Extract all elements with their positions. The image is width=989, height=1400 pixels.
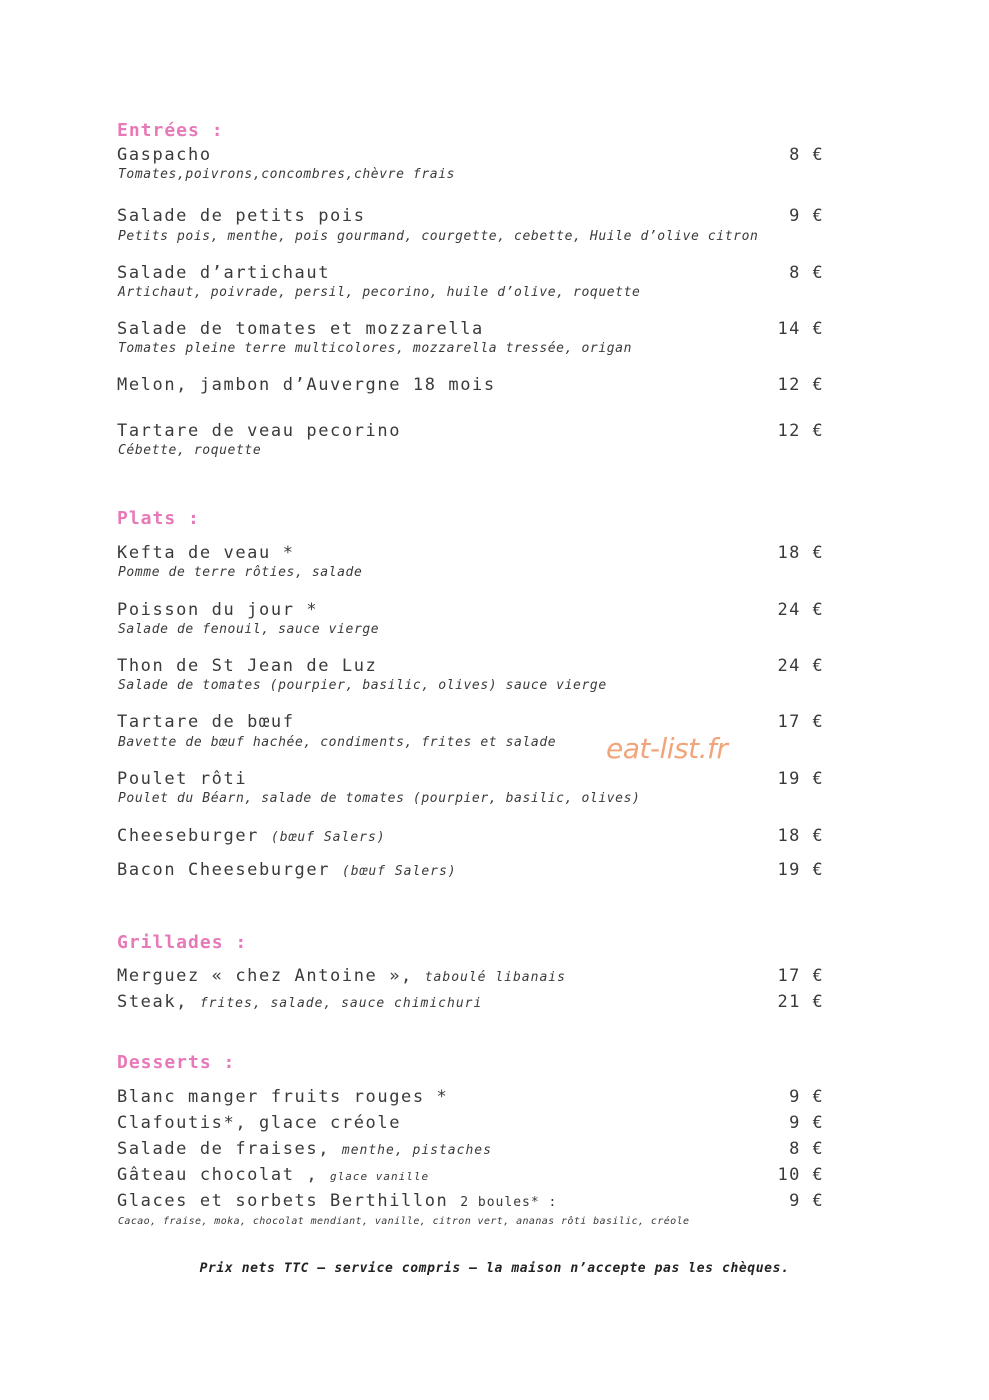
menu-item-price: 8 €: [789, 1139, 824, 1159]
menu-item-desc: Artichaut, poivrade, persil, pecorino, huile d’olive, roquette: [118, 285, 641, 300]
menu-item-price: 8 €: [789, 263, 824, 283]
menu-item-label: Cheeseburger: [117, 826, 260, 846]
menu-item-name: [117, 1191, 557, 1211]
menu-item-inline-desc: (bœuf Salers): [341, 864, 457, 879]
section-title-grillades: Grillades :: [117, 932, 248, 953]
menu-item-name: Poisson du jour *: [117, 600, 319, 620]
menu-item-desc: Bavette de bœuf hachée, condiments, frites et salade: [118, 735, 557, 750]
menu-item-price: 9 €: [789, 1191, 824, 1211]
menu-item-inline-desc: (bœuf Salers): [270, 830, 386, 845]
section-title-desserts: Desserts :: [117, 1052, 236, 1073]
menu-item-label: Bacon Cheeseburger: [117, 860, 331, 880]
menu-item-name: [117, 860, 457, 880]
menu-item-name: Salade d’artichaut: [117, 263, 331, 283]
menu-item-name: [117, 1165, 429, 1185]
menu-item-price: 10 €: [777, 1165, 824, 1185]
menu-item-inline-desc: taboulé libanais: [424, 970, 566, 985]
menu-item-label: Gâteau chocolat ,: [117, 1165, 319, 1185]
menu-item-name: [117, 992, 482, 1012]
menu-item-price: 14 €: [777, 319, 824, 339]
menu-item-inline-desc: menthe, pistaches: [341, 1143, 492, 1158]
menu-item-label: Glaces et sorbets Berthillon: [117, 1191, 449, 1211]
menu-item-name: [117, 1139, 492, 1159]
menu-item-desc: Petits pois, menthe, pois gourmand, courgette, cebette, Huile d’olive citron: [118, 229, 759, 244]
menu-item-name: Melon, jambon d’Auvergne 18 mois: [117, 375, 496, 395]
menu-item-price: 8 €: [789, 145, 824, 165]
menu-item-desc: Cébette, roquette: [118, 443, 262, 458]
menu-item-price: 19 €: [777, 769, 824, 789]
menu-item-name: Tartare de bœuf: [117, 712, 295, 732]
menu-item-label: Steak,: [117, 992, 189, 1012]
menu-item-inline-desc: frites, salade, sauce chimichuri: [199, 996, 483, 1011]
menu-item-price: 12 €: [777, 375, 824, 395]
section-title-entrees: Entrées :: [117, 120, 224, 141]
menu-item-name: Thon de St Jean de Luz: [117, 656, 378, 676]
menu-item-name: Salade de tomates et mozzarella: [117, 319, 484, 339]
menu-item-inline-desc: 2 boules* :: [460, 1195, 558, 1210]
menu-item-name: [117, 966, 566, 986]
menu-item-desc: Salade de fenouil, sauce vierge: [118, 622, 380, 637]
menu-item-name: Clafoutis*, glace créole: [117, 1113, 402, 1133]
menu-item-price: 19 €: [777, 860, 824, 880]
menu-item-inline-desc: glace vanille: [330, 1170, 430, 1183]
menu-item-name: Gaspacho: [117, 145, 212, 165]
menu-item-name: [117, 826, 386, 846]
menu-item-price: 24 €: [777, 656, 824, 676]
menu-item-price: 9 €: [789, 1087, 824, 1107]
menu-item-name: Blanc manger fruits rouges *: [117, 1087, 449, 1107]
menu-item-price: 18 €: [777, 543, 824, 563]
menu-item-label: Salade de fraises,: [117, 1139, 331, 1159]
menu-item-price: 24 €: [777, 600, 824, 620]
menu-item-desc: Tomates,poivrons,concombres,chèvre frais: [118, 167, 456, 182]
menu-item-price: 9 €: [789, 1113, 824, 1133]
watermark-logo: eat-list.fr: [606, 732, 728, 765]
menu-item-price: 9 €: [789, 206, 824, 226]
menu-item-name: Tartare de veau pecorino: [117, 421, 402, 441]
menu-item-price: 17 €: [777, 712, 824, 732]
menu-item-desc: Poulet du Béarn, salade de tomates (pourpier, basilic, olives): [118, 791, 641, 806]
menu-item-name: Poulet rôti: [117, 769, 248, 789]
menu-item-desc: Salade de tomates (pourpier, basilic, olives) sauce vierge: [118, 678, 607, 693]
footer-note: Prix nets TTC – service compris – la maison n’accepte pas les chèques.: [199, 1261, 790, 1276]
menu-item-label: Merguez « chez Antoine »,: [117, 966, 413, 986]
menu-item-desc: Tomates pleine terre multicolores, mozzarella tressée, origan: [118, 341, 633, 356]
menu-item-price: 21 €: [777, 992, 824, 1012]
menu-item-price: 18 €: [777, 826, 824, 846]
menu-item-name: Salade de petits pois: [117, 206, 366, 226]
desserts-flavors-note: Cacao, fraise, moka, chocolat mendiant, vanille, citron vert, ananas rôti basilic, créole: [118, 1216, 690, 1227]
menu-item-price: 12 €: [777, 421, 824, 441]
menu-item-name: Kefta de veau *: [117, 543, 295, 563]
section-title-plats: Plats :: [117, 508, 200, 529]
menu-item-desc: Pomme de terre rôties, salade: [118, 565, 363, 580]
menu-item-price: 17 €: [777, 966, 824, 986]
